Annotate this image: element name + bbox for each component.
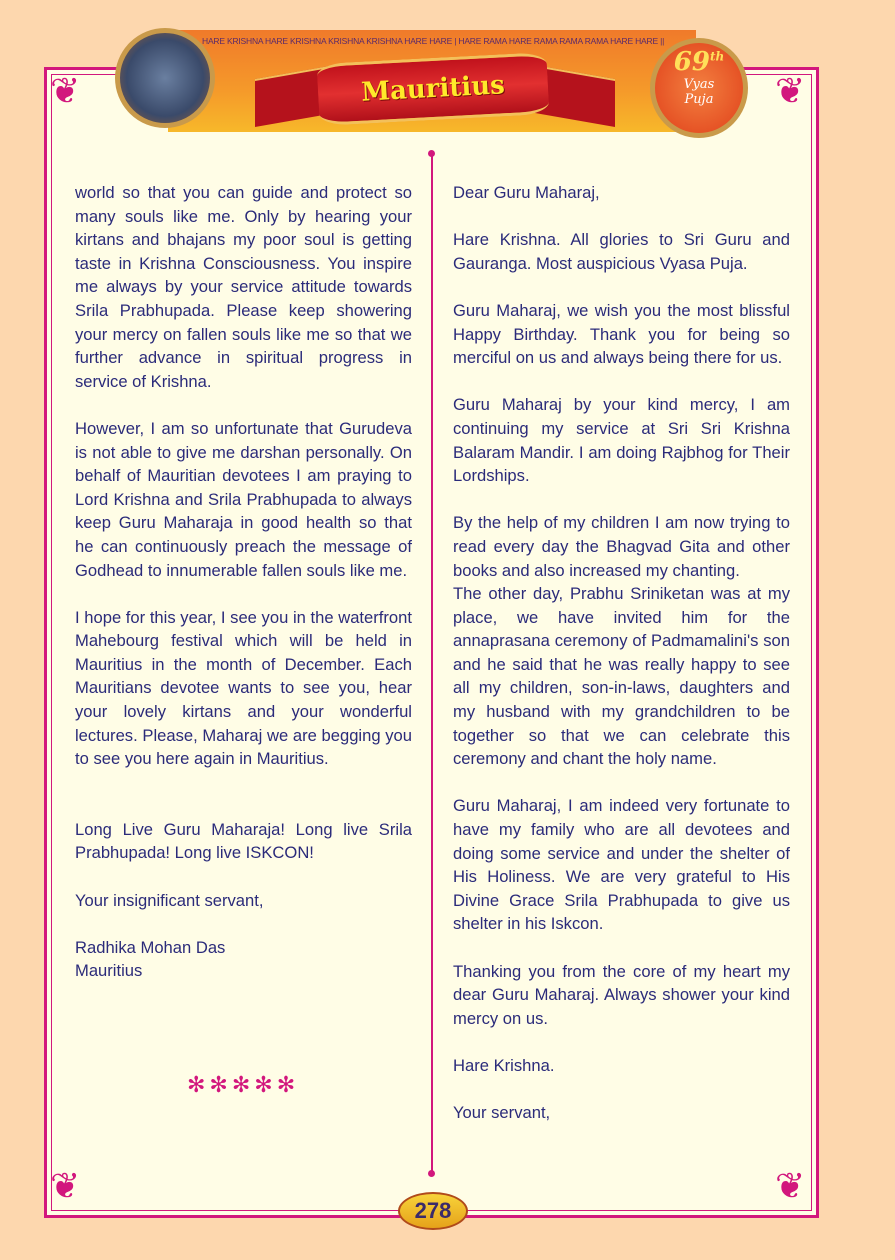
corner-ornament-icon: ❦ [775, 70, 806, 111]
divider-dot [428, 1170, 435, 1177]
divider-dot [428, 150, 435, 157]
paragraph: Long Live Guru Maharaja! Long live Srila Prabhupada! Long live ISKCON! [75, 819, 412, 863]
paragraph: I hope for this year, I see you in the waterfront Mahebourg festival which will be held in Mauritius in the month of December. Each Mauritians devotee wants to see you, hear your lovely kirtans and your wonderful lectures. Please, Maharaj we are begging you to see you here again in Mauritius. [75, 607, 412, 769]
paragraph: Hare Krishna. [453, 1055, 555, 1075]
left-column [75, 181, 412, 983]
corner-ornament-icon: ❦ [50, 1165, 81, 1206]
column-divider [431, 152, 433, 1174]
corner-ornament-icon: ❦ [50, 70, 81, 111]
paragraph: Your insignificant servant, [75, 890, 264, 910]
right-column [453, 181, 790, 1148]
paragraph: Guru Maharaj, we wish you the most blissful Happy Birthday. Thank you for being so merciful on us and always being there for us. [453, 300, 790, 368]
paragraph: world so that you can guide and protect so many souls like me. Only by hearing your kirtans and bhajans my poor soul is getting taste in Krishna Consciousness. You inspire me always by your service attitude towards Srila Prabhupada. Please keep showering your mercy on fallen souls like me so that we further advance in spiritual progress in service of Krishna. [75, 183, 412, 391]
paragraph: By the help of my children I am now trying to read every day the Bhagvad Gita and other books and also increased my chanting. [453, 513, 790, 580]
badge-number: 69 [673, 47, 710, 77]
title-ribbon [317, 52, 550, 126]
paragraph: Dear Guru Maharaj, [453, 183, 600, 202]
deity-image [115, 28, 215, 128]
page-title: Mauritius [360, 70, 506, 108]
signature-place: Mauritius [75, 961, 143, 981]
paragraph: Guru Maharaj by your kind mercy, I am continuing my service at Sri Sri Krishna Balaram Mandir. I am doing Rajbhog for Their Lordships. [453, 395, 790, 486]
paragraph: However, I am so unfortunate that Gurudeva is not able to give me darshan personally. On behalf of Mauritian devotees I am praying to Lord Krishna and Srila Prabhupada to always keep Guru Maharaja in good health so that he can continuously preach the message of Godhead to innumerable fallen souls like me. [75, 418, 412, 580]
badge-line2: Puja [684, 92, 714, 107]
paragraph: Guru Maharaj, I am indeed very fortunate to have my family who are all devotees and doing some service and under the shelter of His Holiness. We are very grateful to His Divine Grace Srila Prabhupada to give us shelter in his Iskcon. [453, 796, 790, 934]
badge-line1: Vyas [683, 77, 715, 92]
paragraph: The other day, Prabhu Sriniketan was at my place, we have invited him for the annaprasana ceremony of Padmamalini's son and he said that he was really happy to see all my children, son-in-laws, daughters and my husband with my grandchildren to be together so that we can celebrate this ceremony and chant the holy name. [453, 584, 790, 769]
separator-stars: ✻✻✻✻✻ [187, 1072, 300, 1097]
paragraph: Thanking you from the core of my heart my dear Guru Maharaj. Always shower your kind mercy on us. [453, 961, 790, 1028]
header-chant: HARE KRISHNA HARE KRISHNA KRISHNA KRISHNA HARE HARE | HARE RAMA HARE RAMA RAMA RAMA HARE HARE || [202, 36, 665, 46]
corner-ornament-icon: ❦ [775, 1165, 806, 1206]
badge-suffix: th [709, 49, 725, 64]
paragraph: Your servant, [453, 1103, 551, 1123]
page-number: 278 [398, 1192, 468, 1230]
vyas-puja-badge [650, 38, 748, 138]
signature-name: Radhika Mohan Das [75, 937, 226, 957]
paragraph: Hare Krishna. All glories to Sri Guru and Gauranga. Most auspicious Vyasa Puja. [453, 230, 790, 273]
